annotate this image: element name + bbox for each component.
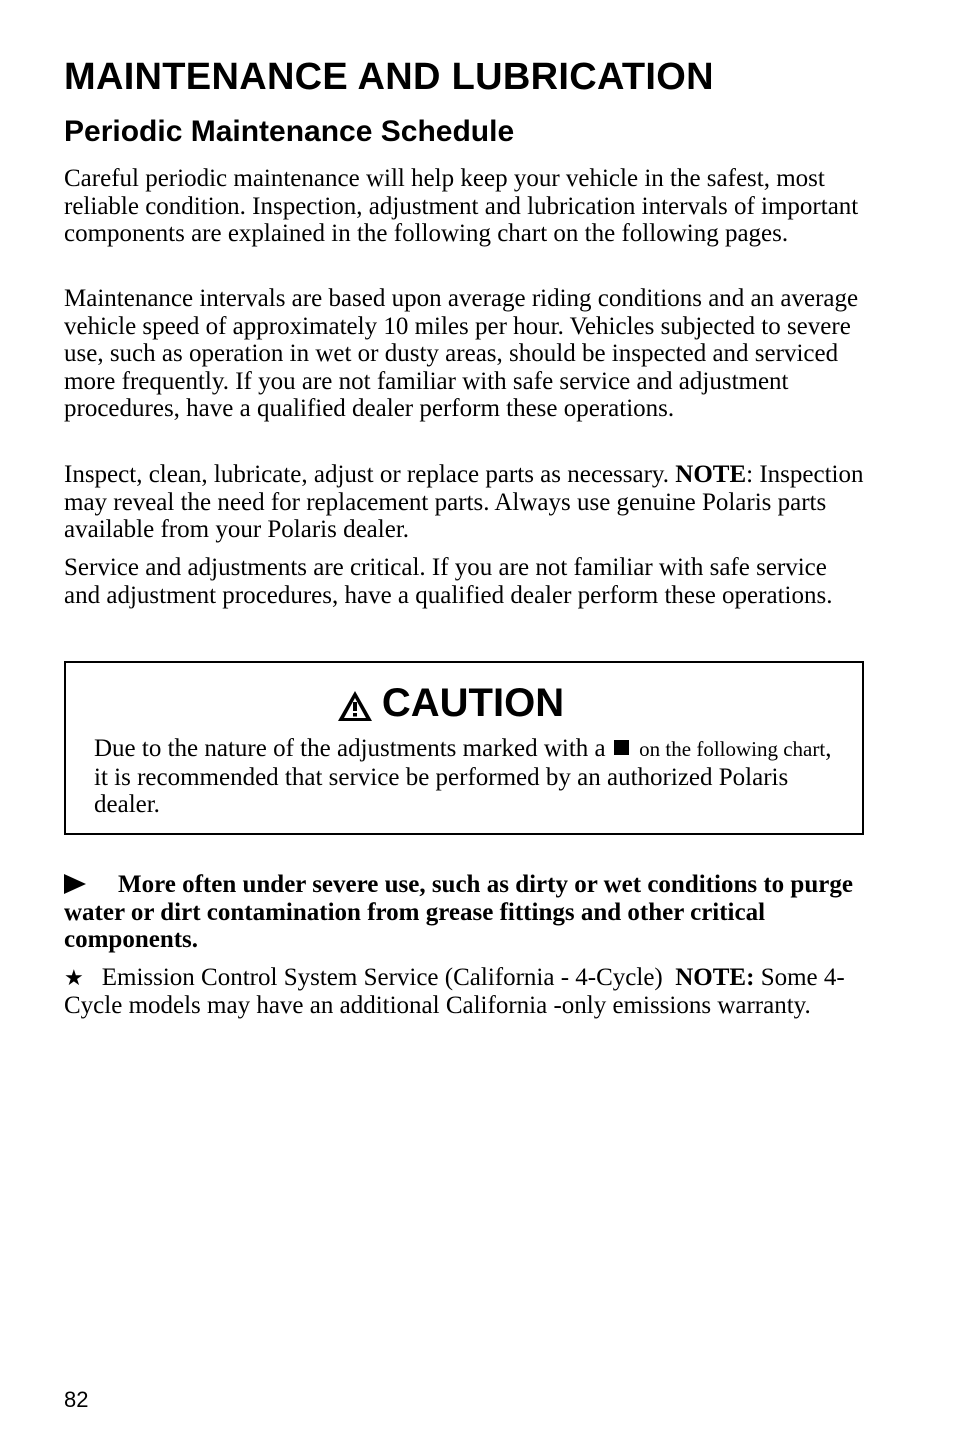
filled-square-icon — [614, 740, 629, 755]
severe-use-note — [64, 871, 864, 954]
emission-note — [64, 964, 864, 1019]
inspect-text: Inspect, clean, lubricate, adjust or replace parts as necessary. — [64, 461, 670, 488]
caution-heading-text: CAUTION — [381, 681, 565, 725]
caution-box — [64, 661, 864, 835]
caution-text-pre: Due to the nature of the adjustments marked with a — [94, 735, 606, 762]
paragraph-intervals: Maintenance intervals are based upon average riding conditions and an average vehicle speed of approximately 10 miles per hour. Vehicles subjected to severe use, such as operation in wet or dusty areas, should be inspected and serviced more frequently. If you are not familiar with safe service and adjustment procedures, have a qualified dealer perform these operations. — [64, 285, 859, 423]
severe-use-text: More often under severe use, such as dirty or wet conditions to purge water or dirt contamination from grease fittings and other critical components. — [64, 871, 853, 954]
emission-note-label: NOTE: — [675, 964, 755, 991]
star-icon: ★ — [64, 965, 84, 990]
caution-text — [94, 735, 844, 819]
caution-heading — [66, 679, 862, 734]
page-number: 82 — [64, 1387, 89, 1412]
caution-text-post: , it is recommended that service be performed by an authorized Polaris dealer. — [94, 735, 832, 819]
caution-text-small: on the following chart — [639, 737, 826, 761]
paragraph-service: Service and adjustments are critical. If you are not familiar with safe service and adjustment procedures, have a qualified dealer perform these operations. — [64, 554, 833, 609]
warning-triangle-icon — [336, 686, 374, 720]
right-arrow-icon — [64, 874, 86, 894]
paragraph-inspect — [64, 461, 864, 544]
emission-note-text: Some 4-Cycle models may have an additional California -only emissions warranty. — [64, 964, 845, 1019]
inspect-note-text: : Inspection may reveal the need for replacement parts. Always use genuine Polaris parts available from your Polaris dealer. — [64, 461, 864, 544]
note-label: NOTE — [675, 461, 747, 488]
page-title: MAINTENANCE AND LUBRICATION — [64, 56, 714, 98]
paragraph-intro: Careful periodic maintenance will help keep your vehicle in the safest, most reliable condition. Inspection, adjustment and lubrication intervals of important components are explained in the following chart on the following pages. — [64, 165, 859, 248]
section-title: Periodic Maintenance Schedule — [64, 115, 515, 148]
emission-text: Emission Control System Service (California - 4-Cycle) — [101, 964, 663, 991]
